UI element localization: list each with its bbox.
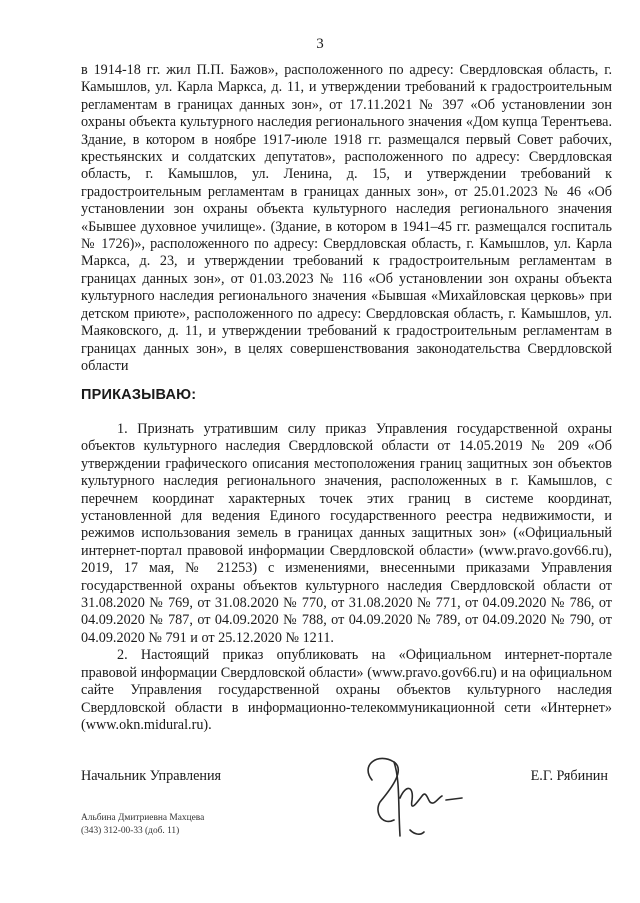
handwritten-signature xyxy=(350,740,480,850)
order-item-2: 2. Настоящий приказ опубликовать на «Официальном интернет-портале правовой информации Свердловской области» (www.pravo.gov66.ru) и на официальном сайте Управления государственной охраны объектов культурного наследия Свердловской области в информационно-телекоммуникационной сети «Интернет» (www.okn.midural.ru). xyxy=(81,647,612,733)
executor-name: Альбина Дмитриевна Махцева xyxy=(81,813,205,823)
page-number: 3 xyxy=(316,36,324,52)
executor-info xyxy=(81,812,204,837)
signatory-title: Начальник Управления xyxy=(81,768,222,784)
preamble-paragraph: в 1914-18 гг. жил П.П. Бажов», расположенного по адресу: Свердловская область, г. Камышлов, ул. Карла Маркса, д. 11, и утверждении требований к градостроительным регламентам в границах данных зон», от 17.11.2021 № 397 «Об установлении зон охраны объекта культурного наследия регионального значения «Дом купца Терентьева. Здание, в котором в ноябре 1917-июле 1918 гг. размещался первый Совет рабочих, крестьянских и солдатских депутатов», расположенного по адресу: Свердловская область, г. Камышлов, ул. Ленина, д. 15, и утверждении требований к градостроительным регламентам в границах данных зон», от 25.01.2023 № 46 «Об установлении зон охраны объекта культурного наследия регионального значения «Бывшее духовное училище». (Здание, в котором в 1941–45 гг. размещался госпиталь № 1726)», расположенного по адресу: Свердловская область, г. Камышлов, ул. Карла Маркса, д. 23, и утверждении требований к градостроительным регламентам в границах данных зон», от 01.03.2023 № 116 «Об установлении зон охраны объекта культурного наследия регионального значения «Бывшая «Михайловская церковь» при детском приюте», расположенного по адресу: Свердловская область, г. Камышлов, ул. Маяковского, д. 11, и утверждении требований к градостроительным регламентам в границах данных зон», в целях совершенствования законодательства Свердловской области xyxy=(81,62,612,374)
order-item-1: 1. Признать утратившим силу приказ Управления государственной охраны объектов культурного наследия Свердловской области от 14.05.2019 № 209 «Об утверждении графического описания местоположения границ защитных зон объектов культурного наследия регионального значения, расположенных в г. Камышлов, с перечнем координат характерных точек этих границ в системе координат, установленной для ведения Единого государственного реестра недвижимости, и режимов использования земель в границах данных защитных зон» («Официальный интернет-портал правовой информации Свердловской области» (www.pravo.gov66.ru), 2019, 17 мая, № 21253) с изменениями, внесенными приказами Управления государственной охраны объектов культурного наследия Свердловской области от 31.08.2020 № 769, от 31.08.2020 № 770, от 31.08.2020 № 771, от 04.09.2020 № 786, от 04.09.2020 № 787, от 04.09.2020 № 788, от 04.09.2020 № 789, от 04.09.2020 № 790, от 04.09.2020 № 791 и от 25.12.2020 № 1211. xyxy=(81,421,612,646)
order-items xyxy=(81,421,612,734)
order-heading: ПРИКАЗЫВАЮ: xyxy=(81,387,197,403)
signatory-name: Е.Г. Рябинин xyxy=(530,768,608,784)
signature-block xyxy=(81,768,612,792)
executor-phone: (343) 312-00-33 (доб. 11) xyxy=(81,825,180,836)
